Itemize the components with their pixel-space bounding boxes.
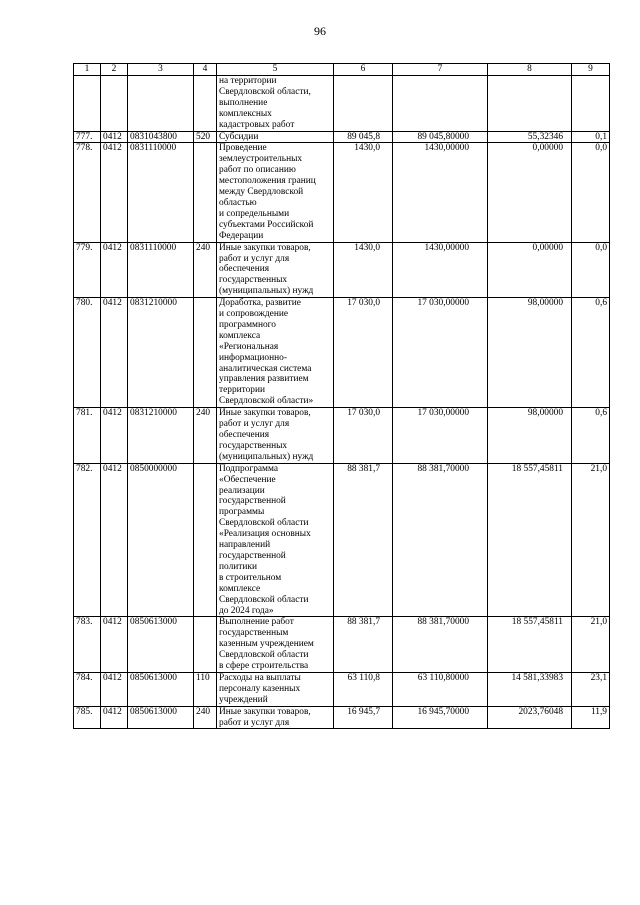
- executed-amount: 18 557,45811: [488, 617, 572, 673]
- item-name-line: политики: [219, 561, 257, 572]
- expense-type-code: 240: [194, 706, 217, 729]
- item-name-line: обеспечения: [219, 430, 270, 440]
- row-number: 778.: [74, 143, 101, 242]
- table-row: [74, 706, 610, 729]
- item-name-line: персоналу казенных: [219, 683, 301, 694]
- item-name: [217, 76, 334, 132]
- item-name-line: работ и услуг для: [219, 717, 290, 728]
- item-name-line: «Обеспечение: [219, 474, 276, 485]
- item-name-line: кадастровых работ: [219, 119, 295, 130]
- section-code: 0412: [101, 298, 128, 408]
- item-name-line: комплексных: [219, 108, 272, 119]
- approved-amount: [334, 76, 393, 132]
- table-row: [74, 408, 610, 464]
- target-article-code: 0850613000: [128, 706, 194, 729]
- table-row: [74, 463, 610, 617]
- page-number: 96: [314, 24, 326, 38]
- item-name-line: обеспечения: [219, 264, 270, 275]
- planned-amount: 1430,00000: [393, 143, 488, 242]
- executed-amount: 0,00000: [488, 143, 572, 242]
- section-code: 0412: [101, 672, 128, 706]
- item-name-line: территории: [219, 385, 266, 396]
- row-number: 785.: [74, 706, 101, 729]
- target-article-code: 0850613000: [128, 617, 194, 673]
- executed-amount: 14 581,33983: [488, 672, 572, 706]
- target-article-code: 0831043800: [128, 131, 194, 143]
- item-name-line: Свердловской области,: [219, 86, 311, 97]
- item-name-line: выполнение: [219, 97, 268, 108]
- target-article-code: 0831210000: [128, 408, 194, 464]
- item-name-line: комплекса: [219, 330, 261, 341]
- item-name-line: Свердловской области: [219, 594, 309, 605]
- item-name: [217, 298, 334, 408]
- target-article-code: 0831210000: [128, 298, 194, 408]
- item-name-line: работ и услуг для: [219, 419, 290, 430]
- column-header-8: 8: [488, 64, 572, 76]
- row-number: 781.: [74, 408, 101, 464]
- expense-type-code: [194, 463, 217, 617]
- table-row: [74, 242, 610, 298]
- executed-amount: 0,00000: [488, 242, 572, 298]
- section-code: 0412: [101, 131, 128, 143]
- execution-percent: 0,0: [572, 143, 610, 242]
- column-header-4: 4: [194, 64, 217, 76]
- approved-amount: 63 110,8: [334, 672, 393, 706]
- item-name-line: Иные закупки товаров,: [219, 706, 311, 717]
- section-code: 0412: [101, 706, 128, 729]
- item-name: [217, 408, 334, 464]
- item-name-line: государственных: [219, 440, 288, 451]
- execution-percent: 23,1: [572, 672, 610, 706]
- row-number: 782.: [74, 463, 101, 617]
- column-header-5: 5: [217, 64, 334, 76]
- item-name-line: Доработка, развитие: [219, 298, 301, 309]
- item-name-line: комплексе: [219, 583, 261, 594]
- row-number: [74, 76, 101, 132]
- column-header-6: 6: [334, 64, 393, 76]
- executed-amount: 2023,76048: [488, 706, 572, 729]
- item-name-line: в сфере строительства: [219, 661, 309, 672]
- planned-amount: 88 381,70000: [393, 463, 488, 617]
- table-row: [74, 298, 610, 408]
- execution-percent: 11,9: [572, 706, 610, 729]
- item-name-line: государственной: [219, 550, 286, 561]
- section-code: 0412: [101, 408, 128, 464]
- approved-amount: 88 381,7: [334, 463, 393, 617]
- item-name-line: государственных: [219, 275, 288, 286]
- item-name-line: Свердловской области: [219, 518, 309, 529]
- item-name-line: государственным: [219, 628, 289, 639]
- expense-type-code: [194, 76, 217, 132]
- item-name: [217, 131, 334, 143]
- item-name-line: субъектами Российской: [219, 219, 314, 230]
- item-name-line: и сопредельными: [219, 208, 290, 219]
- approved-amount: 17 030,0: [334, 298, 393, 408]
- approved-amount: 17 030,0: [334, 408, 393, 464]
- execution-percent: 21,0: [572, 617, 610, 673]
- expense-type-code: [194, 298, 217, 408]
- item-name-line: до 2024 года»: [219, 605, 274, 616]
- target-article-code: [128, 76, 194, 132]
- table-row: [74, 143, 610, 242]
- item-name-line: Выполнение работ: [219, 617, 294, 628]
- item-name-line: Федерации: [219, 230, 264, 241]
- execution-percent: 0,6: [572, 298, 610, 408]
- approved-amount: 88 381,7: [334, 617, 393, 673]
- section-code: 0412: [101, 617, 128, 673]
- item-name-line: местоположения границ: [219, 176, 316, 187]
- item-name-line: Проведение: [219, 143, 267, 154]
- item-name: [217, 463, 334, 617]
- expense-type-code: 520: [194, 131, 217, 143]
- executed-amount: 98,00000: [488, 408, 572, 464]
- item-name-line: направлений: [219, 540, 271, 551]
- budget-table: [73, 63, 610, 729]
- item-name: [217, 706, 334, 729]
- item-name-line: на территории: [219, 76, 277, 86]
- execution-percent: 0,6: [572, 408, 610, 464]
- approved-amount: 89 045,8: [334, 131, 393, 143]
- item-name-line: Субсидии: [219, 131, 259, 142]
- approved-amount: 16 945,7: [334, 706, 393, 729]
- column-header-9: 9: [572, 64, 610, 76]
- section-code: 0412: [101, 143, 128, 242]
- expense-type-code: 110: [194, 672, 217, 706]
- item-name: [217, 242, 334, 298]
- target-article-code: 0850000000: [128, 463, 194, 617]
- execution-percent: 0,0: [572, 242, 610, 298]
- planned-amount: 1430,00000: [393, 242, 488, 298]
- expense-type-code: [194, 143, 217, 242]
- item-name-line: государственной: [219, 496, 286, 507]
- expense-type-code: 240: [194, 242, 217, 298]
- item-name: [217, 672, 334, 706]
- approved-amount: 1430,0: [334, 143, 393, 242]
- item-name-line: (муниципальных) нужд: [219, 451, 314, 462]
- item-name-line: между Свердловской: [219, 187, 304, 198]
- executed-amount: 98,00000: [488, 298, 572, 408]
- header-row: [74, 64, 610, 76]
- item-name-line: аналитическая система: [219, 363, 312, 374]
- item-name-line: землеустроительных: [219, 154, 303, 165]
- execution-percent: 0,1: [572, 131, 610, 143]
- planned-amount: 89 045,80000: [393, 131, 488, 143]
- item-name-line: Иные закупки товаров,: [219, 242, 311, 253]
- row-number: 783.: [74, 617, 101, 673]
- target-article-code: 0831110000: [128, 242, 194, 298]
- expense-type-code: 240: [194, 408, 217, 464]
- section-code: 0412: [101, 242, 128, 298]
- row-number: 777.: [74, 131, 101, 143]
- planned-amount: [393, 76, 488, 132]
- table-row: [74, 672, 610, 706]
- planned-amount: 16 945,70000: [393, 706, 488, 729]
- column-header-7: 7: [393, 64, 488, 76]
- section-code: 0412: [101, 463, 128, 617]
- item-name-line: программного: [219, 319, 276, 330]
- item-name-line: «Реализация основных: [219, 529, 311, 540]
- item-name-line: Иные закупки товаров,: [219, 408, 311, 419]
- planned-amount: 88 381,70000: [393, 617, 488, 673]
- table-body: [74, 76, 610, 729]
- item-name-line: «Региональная: [219, 341, 279, 352]
- item-name-line: учреждений: [219, 694, 268, 705]
- execution-percent: [572, 76, 610, 132]
- item-name-line: (муниципальных) нужд: [219, 286, 314, 297]
- item-name-line: управления развитием: [219, 374, 309, 385]
- execution-percent: 21,0: [572, 463, 610, 617]
- item-name-line: Свердловской области: [219, 650, 309, 661]
- row-number: 780.: [74, 298, 101, 408]
- column-header-3: 3: [128, 64, 194, 76]
- item-name-line: областью: [219, 197, 257, 208]
- item-name-line: Свердловской области»: [219, 396, 314, 407]
- planned-amount: 17 030,00000: [393, 408, 488, 464]
- table-row: [74, 76, 610, 132]
- item-name-line: и сопровождение: [219, 309, 289, 320]
- table-row: [74, 131, 610, 143]
- row-number: 784.: [74, 672, 101, 706]
- item-name-line: в строительном: [219, 572, 282, 583]
- expense-type-code: [194, 617, 217, 673]
- approved-amount: 1430,0: [334, 242, 393, 298]
- planned-amount: 63 110,80000: [393, 672, 488, 706]
- column-header-2: 2: [101, 64, 128, 76]
- executed-amount: 55,32346: [488, 131, 572, 143]
- item-name-line: Подпрограмма: [219, 463, 279, 474]
- item-name-line: информационно-: [219, 352, 287, 363]
- item-name-line: программы: [219, 507, 265, 518]
- item-name-line: работ по описанию: [219, 165, 296, 176]
- executed-amount: [488, 76, 572, 132]
- item-name-line: Расходы на выплаты: [219, 672, 301, 683]
- item-name: [217, 617, 334, 673]
- item-name-line: казенным учреждением: [219, 639, 314, 650]
- item-name: [217, 143, 334, 242]
- column-header-1: 1: [74, 64, 101, 76]
- target-article-code: 0831110000: [128, 143, 194, 242]
- row-number: 779.: [74, 242, 101, 298]
- executed-amount: 18 557,45811: [488, 463, 572, 617]
- item-name-line: работ и услуг для: [219, 253, 290, 264]
- item-name-line: реализации: [219, 485, 265, 496]
- table-row: [74, 617, 610, 673]
- target-article-code: 0850613000: [128, 672, 194, 706]
- section-code: [101, 76, 128, 132]
- planned-amount: 17 030,00000: [393, 298, 488, 408]
